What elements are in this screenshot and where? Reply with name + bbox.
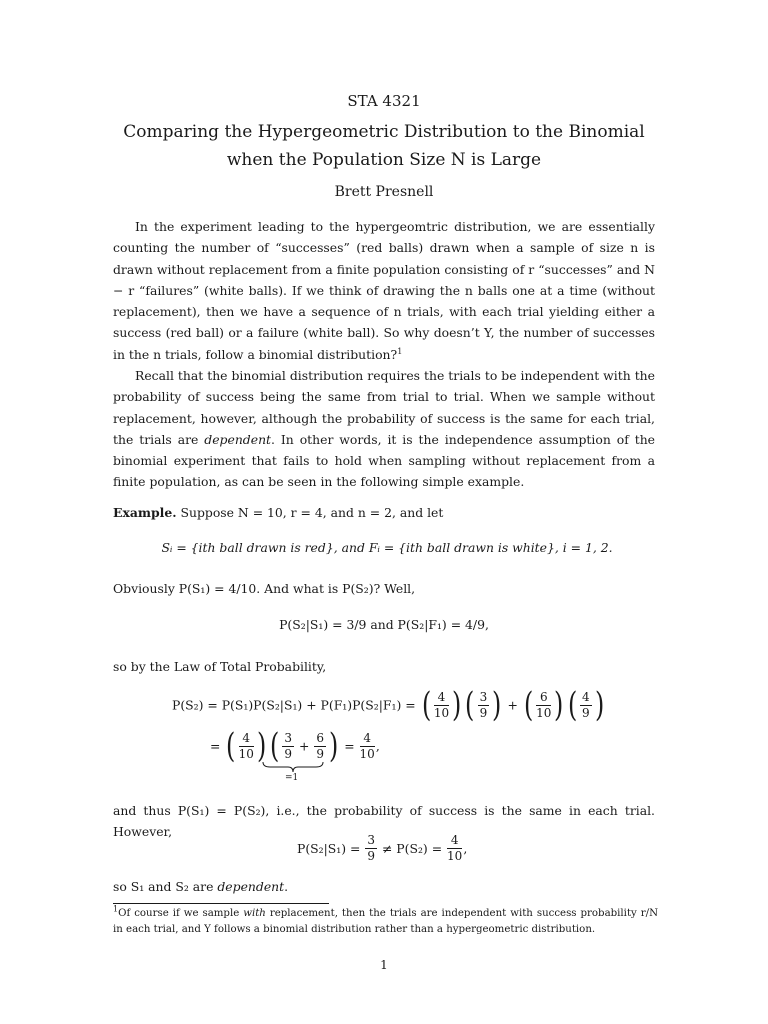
paragraph-recall — [113, 365, 655, 493]
line-dependent: so S₁ and S₂ are dependent. — [113, 879, 289, 894]
equation-definitions: Sᵢ = {ith ball drawn is red}, and Fᵢ = {ith ball drawn is white}, i = 1, 2. — [161, 540, 613, 555]
equation-inequality: P(S₂|S₁) = $\frac{3}{9}$ ≠ P(S₂) = $\frac{4}{10}$ , — [297, 833, 468, 863]
paragraph-intro — [113, 216, 655, 365]
underbrace — [262, 761, 324, 773]
paragraph-recall-a: Recall that the binomial distribution requires the trials to be independent with the probability of success being the same from trial to trial. When we sample without replacement, however, although the probability of success is the same for each trial, the trials are — [113, 368, 655, 447]
line-obviously: Obviously P(S₁) = 4/10. And what is P(S₂)? Well, — [113, 581, 416, 596]
paragraph-recall-em: dependent — [204, 431, 272, 447]
paragraph-intro-text: In the experiment leading to the hypergeomtric distribution, we are essentially counting the number of “successes” (red balls) drawn when a sample of size n is drawn without replacement from a finite population consisting of r “successes” and N − r “failures” (white balls). If we think of drawing the n balls one at a time (without replacement), then we have a sequence of n trials, with each trial yielding either a success (red ball) or a failure (white ball). So why doesn’t Y, the number of successes in the n trials, follow a binomial distribution? — [113, 219, 655, 362]
equation-total-line2: = ( $\frac{4}{10}$ ) ( $\frac{3}{9}$ + $\frac{6}{9}$ ) = $\frac{4}{10}$ , — [210, 726, 380, 766]
fraction-3-9: $\frac{3}{9}$ — [479, 689, 488, 720]
fraction-4-10-b: $\frac{4}{10}$ — [238, 730, 254, 761]
underbrace-label: =1 — [285, 773, 299, 783]
fraction-6-10: $\frac{6}{10}$ — [536, 689, 552, 720]
fraction-3-9-c: $\frac{3}{9}$ — [367, 833, 376, 863]
fraction-4-10-c: $\frac{4}{10}$ — [447, 833, 463, 863]
equation-result-equals: = — [344, 738, 355, 754]
example-line — [113, 502, 655, 523]
author-name: Brett Presnell — [334, 184, 434, 200]
fraction-3-9-b: $\frac{3}{9}$ — [284, 730, 293, 761]
fraction-6-9: $\frac{6}{9}$ — [316, 730, 324, 761]
footnote-mark: 1 — [397, 346, 403, 356]
line-thus: and thus P(S₁) = P(S₂), i.e., the probability of success is the same in each trial. However, — [113, 803, 655, 840]
fraction-4-10: $\frac{4}{10}$ — [433, 689, 450, 720]
equation-total-lhs: P(S₂) = P(S₁)P(S₂|S₁) + P(F₁)P(S₂|F₁) = — [172, 697, 416, 713]
course-code: STA 4321 — [347, 92, 421, 110]
example-text: Suppose N = 10, r = 4, and n = 2, and let — [180, 505, 444, 520]
equation-total-line1: P(S₂) = P(S₁)P(S₂|S₁) + P(F₁)P(S₂|F₁) = ( $\frac{4}{10}$ ) ( $\frac{3}{9}$ ) + ( $\frac{6}{10}$ ) ( $\frac{4}{9}$ ) — [172, 685, 604, 725]
paper-title — [0, 118, 768, 174]
title-line-2: when the Population Size N is Large — [226, 150, 542, 170]
equation-conditional: P(S₂|S₁) = 3/9 and P(S₂|F₁) = 4/9, — [279, 617, 489, 632]
footnote-divider — [113, 903, 329, 904]
footnote: $^1$Of course if we sample with replacement, then the trials are independent with success probability r/N in each trial, and Y follows a binomial distribution rather than a hypergeometric distribution. — [113, 904, 658, 935]
line-total-probability: so by the Law of Total Probability, — [113, 659, 327, 674]
example-label: Example. — [113, 505, 177, 520]
paragraph-recall-b: . In other words, it is the independence assumption of the binomial experiment that fails to hold when sampling without replacement from a finite population, as can be seen in the following simple example. — [113, 431, 656, 490]
title-line-1: Comparing the Hypergeometric Distribution to the Binomial — [123, 122, 645, 142]
fraction-4-9: $\frac{4}{9}$ — [581, 689, 590, 720]
footnote-number: 1 — [113, 904, 119, 914]
page-number: 1 — [380, 958, 388, 972]
fraction-4-10-result: $\frac{4}{10}$ — [359, 730, 375, 761]
